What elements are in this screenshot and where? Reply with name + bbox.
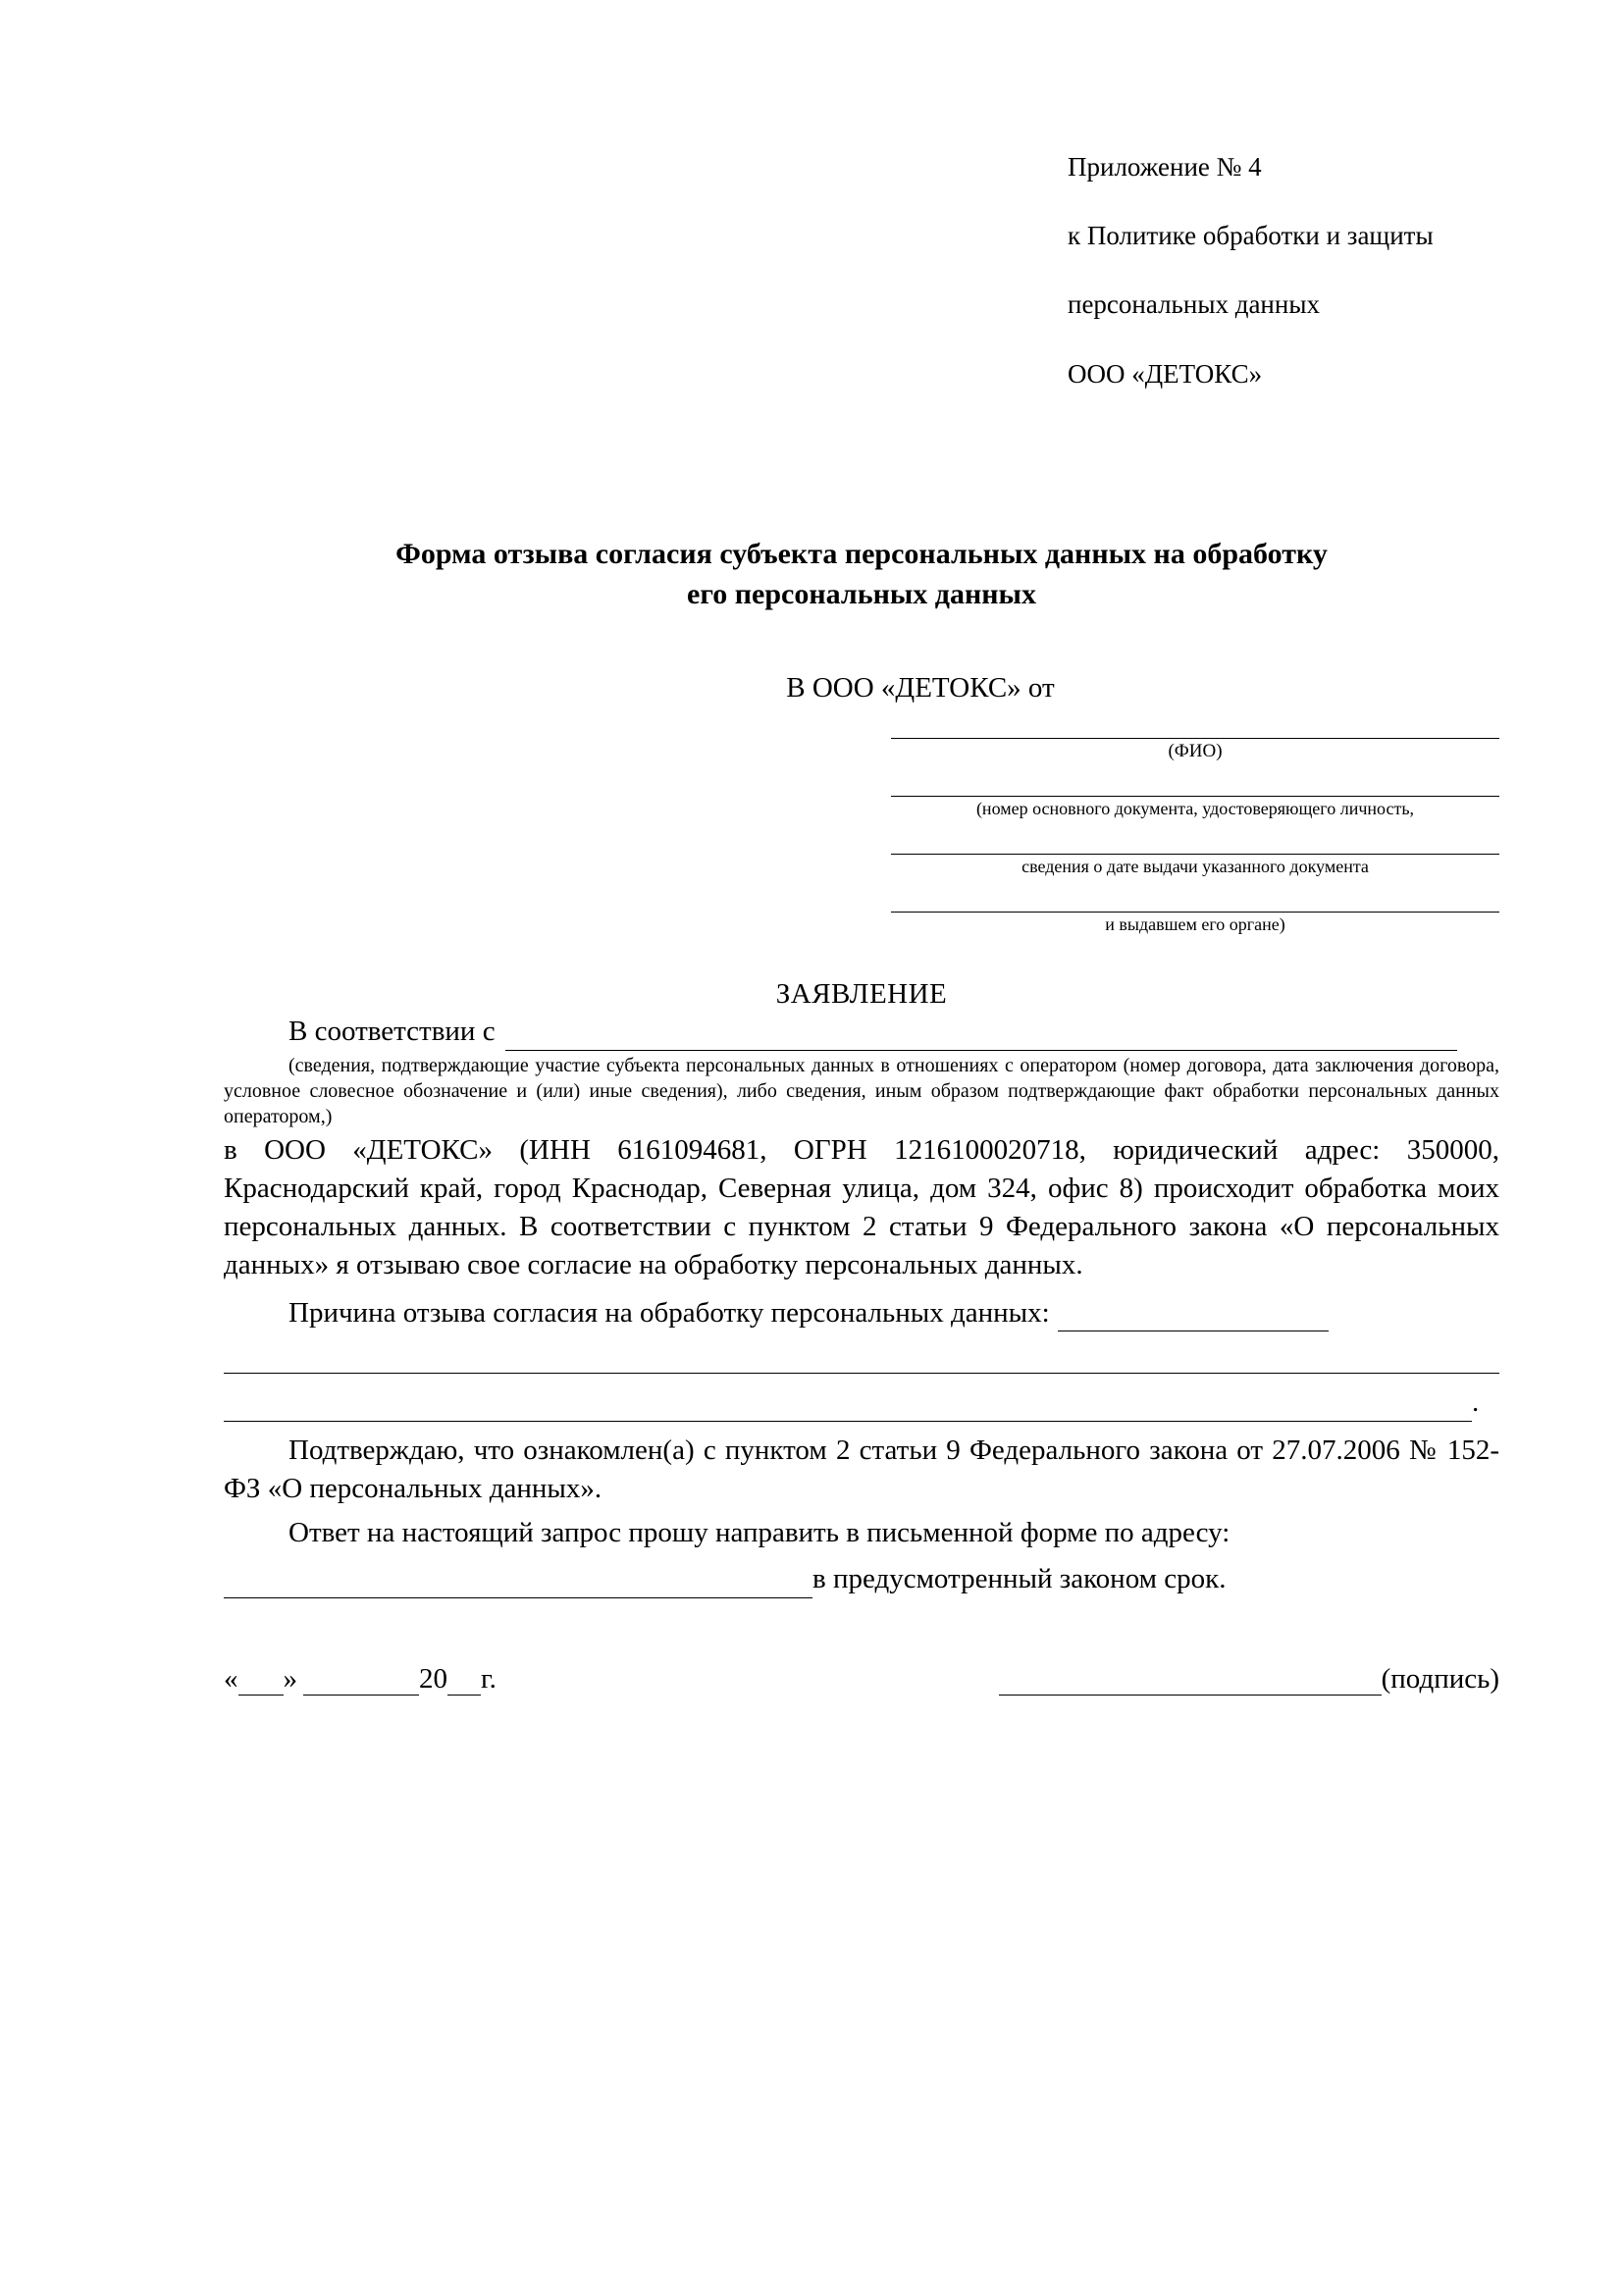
document-issuer-caption: и выдавшем его органе) [1105,913,1285,934]
date-suffix: г. [481,1662,497,1695]
document-content [224,116,1499,1696]
addressee-block [224,672,1499,936]
appendix-line-3: персональных данных [1068,289,1320,320]
statement-intro-row [224,1013,1499,1051]
reason-row [224,1294,1499,1332]
document-date-field-group [891,828,1499,878]
fullname-caption: (ФИО) [1168,740,1223,761]
fullname-input[interactable] [891,712,1499,739]
page-title-line-1: Форма отзыва согласия субъекта персональных данных на обработку [395,537,1328,570]
confirm-paragraph: Подтверждаю, что ознакомлен(а) с пунктом 2 статьи 9 Федерального закона от 27.07.2006 № 152-ФЗ «О персональных данных». [224,1435,1499,1505]
fullname-field-group [891,712,1499,763]
page-title-line-2: его персональных данных [687,578,1036,611]
document-issuer-field-group [891,886,1499,936]
signature-input[interactable] [999,1670,1382,1696]
addressee-to-label: В ООО «ДЕТОКС» от [786,671,1055,704]
signature-caption: (подпись) [1381,1662,1499,1695]
document-issuer-input[interactable] [891,886,1499,913]
answer-address-row [224,1560,1499,1598]
statement-intro-input[interactable] [505,1025,1457,1051]
reason-label: Причина отзыва согласия на обработку персональных данных: [288,1296,1050,1329]
reason-input-2[interactable] [224,1343,1499,1374]
date-open-quote: « [224,1662,238,1695]
reason-input-3[interactable] [224,1395,1472,1422]
statement-heading: ЗАЯВЛЕНИЕ [775,978,948,1011]
document-number-field-group [891,770,1499,820]
answer-address-input[interactable] [224,1573,812,1598]
statement-intro-label: В соответствии с [288,1016,496,1048]
appendix-line-2: к Политике обработки и защиты [1068,221,1434,251]
statement-main-paragraph: в ООО «ДЕТОКС» (ИНН 6161094681, ОГРН 1216100020718, юридический адрес: 350000, Краснодарский край, город Краснодар, Северная улица, дом 324, офис 8) происходит обработка моих персональных данных. В соответствии с пунктом 2 статьи 9 Федерального закона «О персональных данных» я отзываю свое согласие на обработку персональных данных. [224,1134,1499,1280]
reason-input-2-wrap [224,1343,1499,1374]
document-number-input[interactable] [891,770,1499,797]
answer-tail: в предусмотренный законом срок. [812,1562,1227,1594]
reason-input-3-row [224,1383,1499,1422]
date-day-input[interactable] [238,1670,284,1696]
date-close-quote: » [283,1662,297,1695]
answer-paragraph: Ответ на настоящий запрос прошу направить в письменной форме по адресу: [288,1516,1230,1548]
reason-input-1[interactable] [1058,1306,1329,1331]
reason-end-dot: . [1472,1386,1480,1419]
date-year-input[interactable] [447,1670,481,1696]
statement-fine-print [224,1053,1499,1129]
signature-field-group [734,1663,1499,1696]
date-month-input[interactable] [303,1670,419,1696]
appendix-reference [1068,116,1499,426]
appendix-line-1: Приложение № 4 [1068,152,1262,183]
document-date-caption: сведения о дате выдачи указанного документа [1021,857,1369,877]
page-title [224,534,1499,615]
date-field-group[interactable] [224,1663,734,1696]
fine-print-text: (сведения, подтверждающие участие субъекта персональных данных в отношениях с оператором (номер договора, дата заключения договора, условное словесное обозначение и (или) иные сведения), либо сведения, иным образом подтверждающие факт обработки персональных данных оператором,) [224,1055,1499,1128]
signature-row [224,1663,1499,1696]
document-number-caption: (номер основного документа, удостоверяющего личность, [975,799,1415,819]
appendix-line-4: ООО «ДЕТОКС» [1068,358,1263,389]
confirm-paragraph-row [224,1432,1499,1508]
document-date-input[interactable] [891,828,1499,855]
date-year-prefix: 20 [419,1662,447,1695]
answer-paragraph-row [224,1514,1499,1552]
